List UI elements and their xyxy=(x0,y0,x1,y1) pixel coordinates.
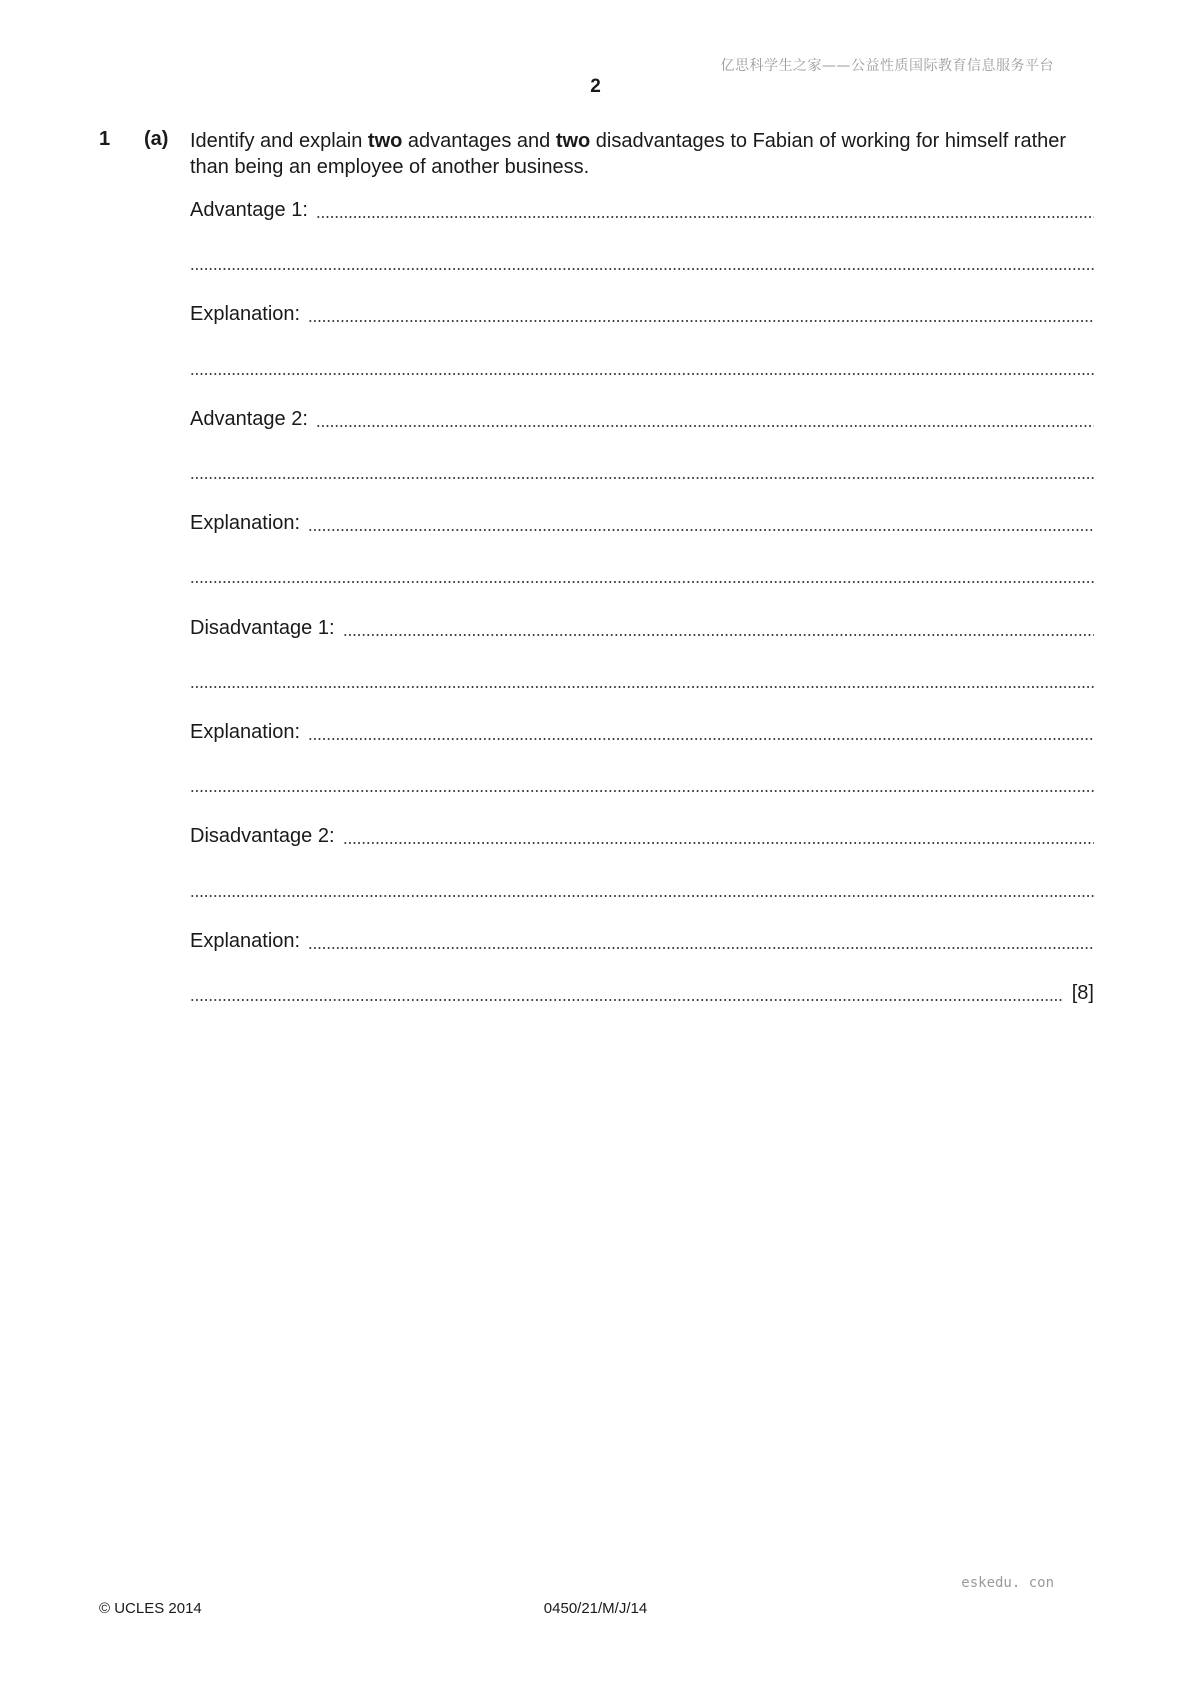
dotted-answer-space[interactable] xyxy=(190,790,1094,792)
answer-line-label: Explanation: xyxy=(190,512,301,534)
dotted-answer-space[interactable] xyxy=(308,529,1094,531)
dotted-answer-space[interactable] xyxy=(343,842,1094,844)
answer-line[interactable] xyxy=(190,561,1094,587)
marks-allocation: [8] xyxy=(1071,982,1094,1004)
watermark-top: 亿思科学生之家——公益性质国际教育信息服务平台 xyxy=(720,58,1054,74)
answer-line[interactable] xyxy=(190,248,1094,274)
page-number: 2 xyxy=(590,76,601,97)
answer-line[interactable] xyxy=(190,875,1094,901)
footer-paper-code: 0450/21/M/J/14 xyxy=(543,1600,648,1617)
dotted-answer-space[interactable] xyxy=(308,947,1094,949)
dotted-answer-space[interactable] xyxy=(190,999,1064,1001)
dotted-answer-space[interactable] xyxy=(190,895,1094,897)
dotted-answer-space[interactable] xyxy=(190,477,1094,479)
watermark-bottom: eskedu. con xyxy=(961,1575,1054,1591)
answer-line[interactable] xyxy=(190,822,1094,848)
answer-line[interactable] xyxy=(190,927,1094,953)
question-text-prefix: Identify and explain xyxy=(190,130,368,152)
answer-line-label: Disadvantage 1: xyxy=(190,617,335,639)
answer-line[interactable] xyxy=(190,509,1094,535)
dotted-answer-space[interactable] xyxy=(308,320,1094,322)
answer-line[interactable] xyxy=(190,666,1094,692)
question-text xyxy=(190,128,1100,180)
answer-line-label: Explanation: xyxy=(190,303,301,325)
dotted-answer-space[interactable] xyxy=(190,373,1094,375)
answer-line[interactable] xyxy=(190,770,1094,796)
dotted-answer-space[interactable] xyxy=(343,634,1094,636)
answer-line-label: Advantage 1: xyxy=(190,199,308,221)
question-text-suffix: disadvantages to Fabian of working for himself rather than being an employee of another business. xyxy=(190,130,1067,178)
dotted-answer-space[interactable] xyxy=(190,268,1094,270)
dotted-answer-space[interactable] xyxy=(308,738,1094,740)
question-part: (a) xyxy=(144,128,169,150)
footer-copyright: © UCLES 2014 xyxy=(99,1600,202,1617)
answer-line[interactable] xyxy=(190,300,1094,326)
dotted-answer-space[interactable] xyxy=(316,216,1094,218)
dotted-answer-space[interactable] xyxy=(190,581,1094,583)
dotted-answer-space[interactable] xyxy=(190,686,1094,688)
answer-line-label: Explanation: xyxy=(190,721,301,743)
answer-line-label: Disadvantage 2: xyxy=(190,825,335,847)
answer-line[interactable] xyxy=(190,614,1094,640)
question-number: 1 xyxy=(99,128,111,150)
question-bold-two-1: two xyxy=(367,130,403,152)
answer-line[interactable] xyxy=(190,979,1094,1005)
answer-line[interactable] xyxy=(190,196,1094,222)
answer-line-label: Advantage 2: xyxy=(190,408,308,430)
answer-line[interactable] xyxy=(190,405,1094,431)
answer-line[interactable] xyxy=(190,718,1094,744)
answer-line-label: Explanation: xyxy=(190,930,301,952)
answer-line[interactable] xyxy=(190,353,1094,379)
question-bold-two-2: two xyxy=(555,130,591,152)
question-text-middle: advantages and xyxy=(402,130,556,152)
dotted-answer-space[interactable] xyxy=(316,425,1094,427)
answer-line[interactable] xyxy=(190,457,1094,483)
